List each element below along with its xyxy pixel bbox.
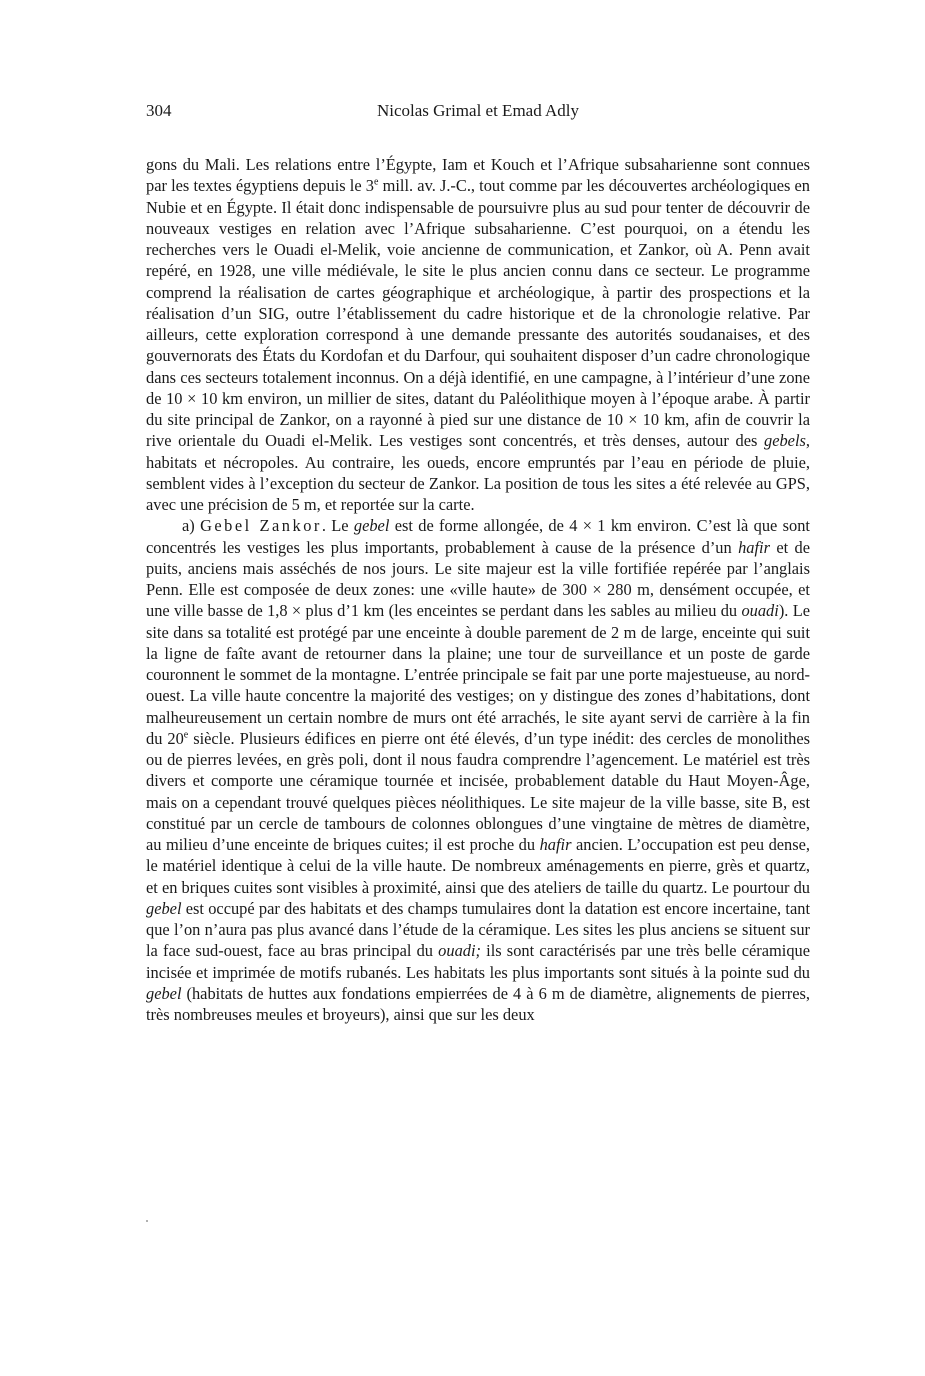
list-marker: a)	[182, 516, 201, 536]
text-run: est occupé par des habitats et des champs tumulaires dont la datation est encore incertaine, tant que l’on n’aura pas plus avancé dans l’étude de la céramique. Les sites les plus anciens se situent sur la face sud-ouest, face au bras principal du	[146, 898, 810, 961]
superscript: e	[183, 729, 189, 741]
running-title: Nicolas Grimal et Emad Adly	[376, 101, 580, 120]
text-run: est de forme allongée, de 4 × 1 km environ. C’est là que sont concentrés les vestiges les plus importants, probablement à cause de la présence d’un	[146, 516, 810, 557]
italic-term: ouadi	[741, 601, 779, 621]
page-header	[146, 98, 810, 124]
italic-term: gebel	[146, 898, 182, 918]
text-run: et de puits, anciens mais asséchés de nos jours. Le site majeur est la ville fortifiée repérée par l’anglais Penn. Elle est composée de deux zones: une «ville haute» de 300 × 280 m, densément occupée, et une ville basse de 1,8 × plus d’1 km (les enceintes se perdant dans les sables au milieu du	[146, 537, 811, 621]
body-text	[146, 154, 810, 1025]
text-run: gons du Mali. Les relations entre l’Égypte, Iam et Kouch et l’Afrique subsaharienne sont connues par les textes égyptiens depuis le 3	[146, 155, 810, 196]
paragraph-1	[146, 154, 810, 515]
italic-term: gebel	[146, 983, 182, 1003]
section-heading-spaced: Gebel Zankor	[200, 516, 322, 536]
italic-term: gebel	[353, 516, 390, 536]
paragraph-2	[146, 515, 810, 1025]
scan-speck	[146, 1220, 148, 1222]
page-number: 304	[146, 101, 172, 120]
text-run: . Le	[321, 516, 354, 536]
italic-term: ouadi;	[438, 941, 481, 961]
italic-term: hafir	[539, 835, 572, 854]
text-run: ). Le site dans sa totalité est protégé par une enceinte à double parement de 2 m de large, enceinte qui suit la ligne de faîte avant de retourner dans la plaine; une tour de surveillance et un poste de garde couronnent le sommet de la montagne. L’entrée principale se fait par une porte majestueuse, au nord-ouest. La ville haute concentre la majorité des vestiges; on y distingue des zones d’habitations, dont malheureusement un certain nombre de murs ont été arrachés, le site ayant servi de carrière à la fin du 20	[146, 601, 810, 748]
italic-term: gebels	[764, 431, 806, 451]
text-run: siècle. Plusieurs édifices en pierre ont été élevés, d’un type inédit: des cercles de monolithes ou de pierres levées, en grès poli, dont il nous faudra comprendre l’agencement. Le matériel est très divers et comporte une céramique tournée et incisée, probablement datable du Haut Moyen-Âge, mais on a cependant trouvé quelques pièces néolithiques. Le site majeur de la ville basse, site B, est constitué par un cercle de tambours de colonnes oblongues d’une vingtaine de mètres de diamètre, au milieu d’une enceinte de briques cuites; il est proche du	[146, 728, 810, 854]
text-run: , habitats et nécropoles. Au contraire, les oueds, encore empruntés par l’eau en période de pluie, semblent vides à l’exception du secteur de Zankor. La position de tous les sites a été relevée au GPS, avec une précision de 5 m, et reportée sur la carte.	[146, 431, 810, 514]
text-run: (habitats de huttes aux fondations empierrées de 4 à 6 m de diamètre, alignements de pierres, très nombreuses meules et broyeurs), ainsi que sur les deux	[146, 983, 810, 1024]
text-run: ancien. L’occupation est peu dense, le matériel identique à celui de la ville haute. De nombreux aménagements en pierre, grès et quartz, et en briques cuites sont visibles à proximité, ainsi que des ateliers de taille du quartz. Le pourtour du	[146, 835, 810, 897]
text-run: ils sont caractérisés par une très belle céramique incisée et imprimée de motifs rubanés. Les habitats les plus importants sont situés à la pointe sud du	[146, 941, 810, 982]
italic-term: hafir	[738, 537, 770, 557]
superscript: e	[374, 176, 379, 188]
text-run: mill. av. J.-C., tout comme par les découvertes archéologiques en Nubie et en Égypte. Il était donc indispensable de poursuivre plus au sud pour tenter de découvrir de nouveaux vestiges en relation avec l’Afrique subsaharienne. C’est pourquoi, on a étendu les recherches vers le Ouadi el-Melik, voie ancienne de communication, et Zankor, où A. Penn avait repéré, en 1928, une ville médiévale, le site le plus ancien connu dans ce secteur. Le programme comprend la réalisation de cartes géographique et archéologique, à partir des prospections et la réalisation d’un SIG, outre l’établissement du cadre historique et de la chronologie relative. Par ailleurs, cette exploration correspond à une demande pressante des autorités soudanaises, et des gouvernorats des États du Kordofan et du Darfour, qui souhaitent disposer d’un cadre chronologique dans ces secteurs totalement inconnus. On a déjà identifié, en une campagne, à l’intérieur d’une zone de 10 × 10 km environ, un millier de sites, datant du Paléolithique moyen à l’époque arabe. À partir du site principal de Zankor, on a rayonné à pied sur une distance de 10 × 10 km, afin de couvrir la rive orientale du Ouadi el-Melik. Les vestiges sont concentrés, et très denses, autour des	[146, 176, 811, 451]
